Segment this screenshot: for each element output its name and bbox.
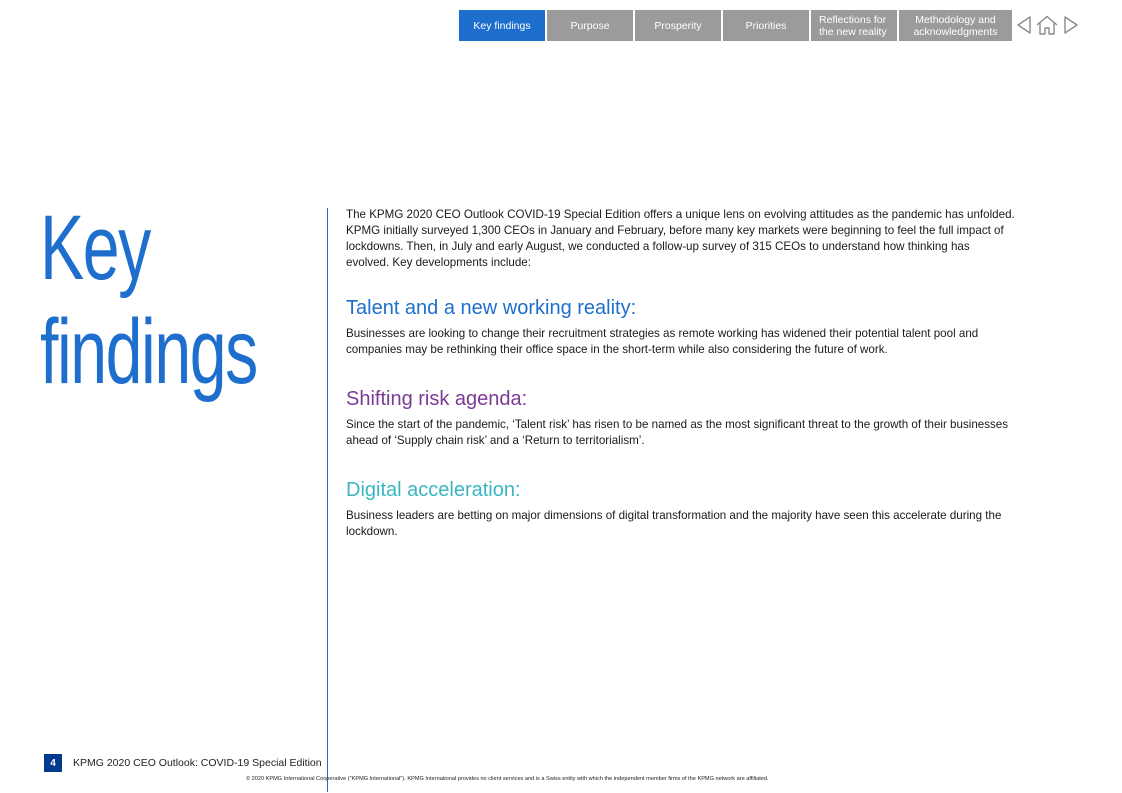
tab-priorities[interactable]: Priorities [723,10,809,41]
section-heading-digital: Digital acceleration: [346,479,521,501]
main-content [346,207,1016,540]
section-body-risk: Since the start of the pandemic, ‘Talent risk’ has risen to be named as the most significant threat to the growth of their businesses ahead of ‘Supply chain risk’ and a ‘Return to territorialism’. [346,418,1009,447]
tab-key-findings[interactable]: Key findings [459,10,545,41]
tab-methodology[interactable]: Methodology and acknowledgments [899,10,1012,41]
section-body-talent: Businesses are looking to change their recruitment strategies as remote working has widened their potential talent pool and companies may be rethinking their office space in the short-term while also considering the future of work. [346,327,979,356]
nav-icon-group [1014,14,1080,36]
next-arrow-icon[interactable] [1061,14,1080,36]
tab-purpose[interactable]: Purpose [547,10,633,41]
intro-paragraph: The KPMG 2020 CEO Outlook COVID-19 Special Edition offers a unique lens on evolving attitudes as the pandemic has unfolded. KPMG initially surveyed 1,300 CEOs in January and February, before many key markets were beginning to feel the full impact of lockdowns. Then, in July and early August, we conducted a follow-up survey of 315 CEOs to understand how thinking has evolved. Key developments include: [346,208,1015,269]
tab-prosperity[interactable]: Prosperity [635,10,721,41]
previous-arrow-icon[interactable] [1014,14,1033,36]
top-navigation [459,10,1012,41]
footer-title: KPMG 2020 CEO Outlook: COVID-19 Special Edition [73,757,322,769]
page-title-line-2: findings [40,301,257,403]
copyright-notice: © 2020 KPMG International Cooperative ("KPMG International"). KPMG International provides no client services and is a Swiss entity with which the independent member firms of the KPMG network are affiliated. [246,776,769,782]
section-heading-talent: Talent and a new working reality: [346,297,637,319]
section-heading-risk: Shifting risk agenda: [346,388,528,410]
vertical-divider [327,208,328,792]
page-title [40,196,257,404]
page-number: 4 [44,754,62,772]
section-body-digital: Business leaders are betting on major dimensions of digital transformation and the majority have seen this accelerate during the lockdown. [346,509,1002,538]
tab-reflections[interactable]: Reflections for the new reality [811,10,897,41]
home-icon[interactable] [1035,14,1059,36]
footer [44,754,322,772]
page-title-line-1: Key [40,197,150,299]
